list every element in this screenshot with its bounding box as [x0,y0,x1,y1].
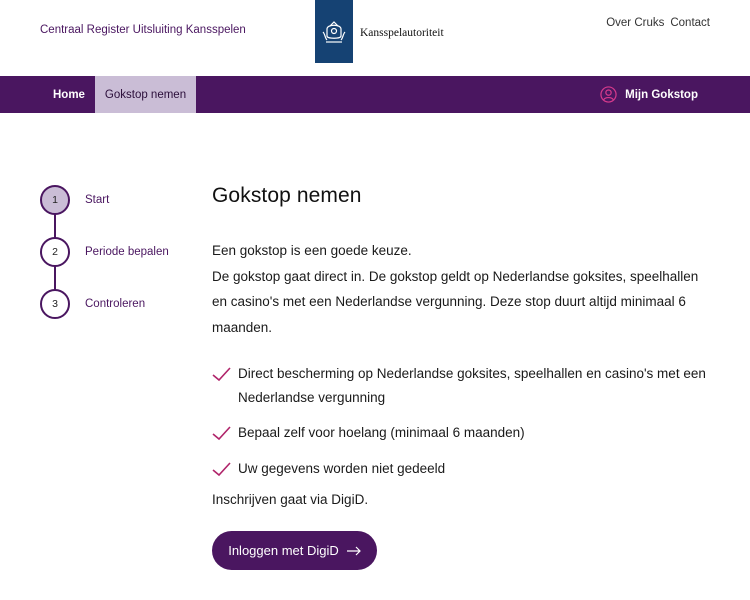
login-button-label: Inloggen met DigiD [228,543,339,558]
list-item-text: Uw gegevens worden niet gedeeld [238,460,446,476]
list-item [212,362,712,409]
over-cruks-link[interactable]: Over Cruks [606,17,665,29]
nav-gokstop-nemen[interactable]: Gokstop nemen [95,76,196,113]
mijn-gokstop-label: Mijn Gokstop [625,88,698,101]
checkmark-icon [212,462,231,477]
site-title[interactable]: Centraal Register Uitsluiting Kansspelen [40,24,246,36]
login-digid-button[interactable] [212,531,377,570]
top-links [606,17,710,29]
step-label: Periode bepalen [85,246,169,258]
benefits-list [212,362,712,480]
step-label: Controleren [85,298,146,310]
arrow-right-icon [347,546,361,556]
intro-line-2: De gokstop gaat direct in. De gokstop geldt op Nederlandse goksites, speelhallen en casino's met een Nederlandse vergunning. Deze stop duurt altijd minimaal 6 maanden. [212,268,699,335]
step-controleren [40,289,145,319]
checkmark-icon [212,367,231,382]
nav-home[interactable]: Home [53,88,85,101]
intro-line-1: Een gokstop is een goede keuze. [212,243,412,258]
user-circle-icon [600,86,617,103]
list-item-text: Bepaal zelf voor hoelang (minimaal 6 maanden) [238,425,525,440]
rijksoverheid-logo-icon[interactable] [315,0,353,63]
top-header [0,0,750,76]
contact-link[interactable]: Contact [670,17,710,29]
list-item-text: Direct bescherming op Nederlandse goksites, speelhallen en casino's met een Nederlandse vergunning [238,366,706,405]
main-content [212,184,712,507]
list-item [212,457,712,481]
mijn-gokstop-link[interactable] [600,76,698,113]
step-number: 3 [40,289,70,319]
digid-note: Inschrijven gaat via DigiD. [212,492,369,507]
main-navigation [0,76,750,113]
step-periode-bepalen [40,237,169,267]
page-title: Gokstop nemen [212,184,362,207]
step-start [40,185,109,215]
logo-text: Kansspelautoriteit [360,27,444,39]
checkmark-icon [212,426,231,441]
step-number: 1 [40,185,70,215]
step-number: 2 [40,237,70,267]
step-label: Start [85,194,110,206]
list-item [212,421,712,445]
